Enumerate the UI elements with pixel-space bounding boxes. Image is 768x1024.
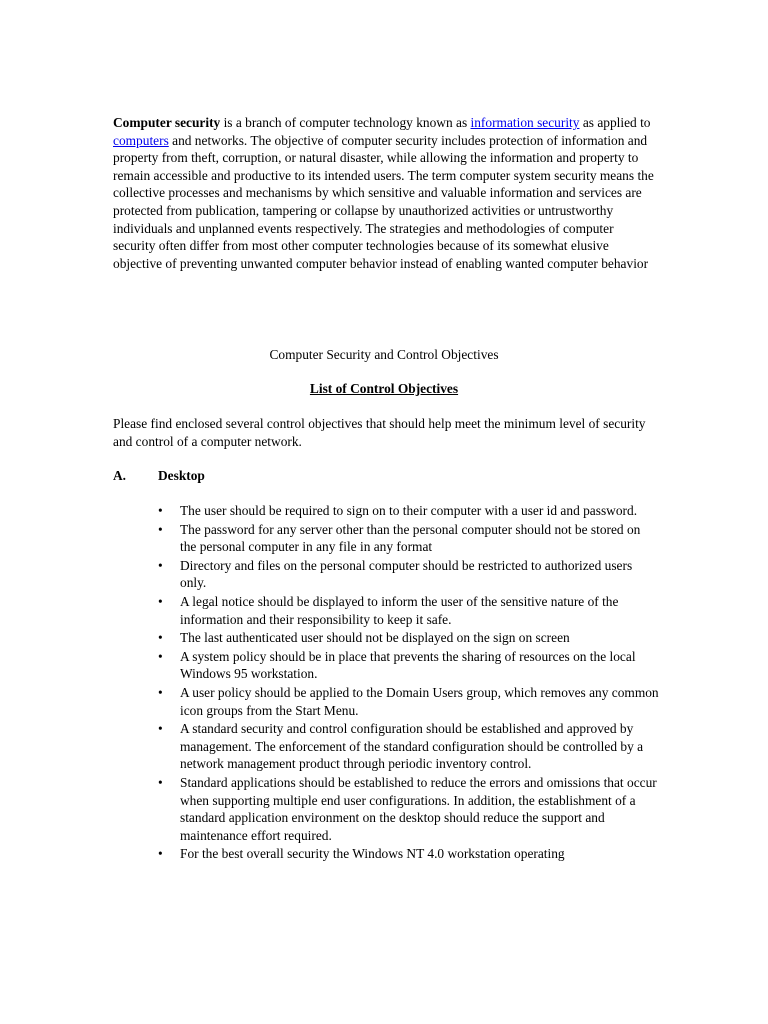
list-item — [158, 557, 660, 592]
list-item-text: A system policy should be in place that prevents the sharing of resources on the local Windows 95 workstation. — [180, 648, 636, 682]
list-item — [158, 648, 660, 683]
bullet-icon: • — [158, 721, 163, 737]
list-item-text: The user should be required to sign on to their computer with a user id and password. — [180, 503, 638, 518]
intro-paragraph — [113, 114, 659, 272]
list-item-text: A standard security and control configuration should be established and approved by management. The enforcement of the standard configuration should be controlled by a network management product through periodic inventory control. — [180, 721, 644, 772]
intro-bold-term: Computer security — [113, 115, 221, 130]
bullet-icon: • — [158, 648, 163, 664]
list-item — [158, 502, 660, 520]
control-objectives-list — [158, 502, 660, 864]
list-item — [158, 629, 660, 647]
enclosed-paragraph: Please find enclosed several control objectives that should help meet the minimum level of security and control of a computer network. — [113, 416, 646, 449]
document-heading: Computer Security and Control Objectives — [269, 347, 499, 362]
information-security-link[interactable]: information security — [470, 115, 580, 130]
list-item — [158, 720, 660, 773]
list-item-text: Directory and files on the personal computer should be restricted to authorized users only. — [180, 557, 633, 591]
bullet-icon: • — [158, 630, 163, 646]
intro-text-2: as applied to — [579, 115, 651, 130]
bullet-icon: • — [158, 846, 163, 862]
list-item-text: The password for any server other than the personal computer should not be stored on the personal computer in any file in any format — [180, 521, 641, 555]
list-item-text: For the best overall security the Windows NT 4.0 workstation operating — [180, 846, 565, 862]
list-item-text: A user policy should be applied to the Domain Users group, which removes any common icon groups from the Start Menu. — [180, 684, 659, 718]
list-item — [158, 593, 660, 628]
intro-text-1: is a branch of computer technology known as — [220, 115, 471, 130]
bullet-icon: • — [158, 684, 163, 700]
list-item-text: Standard applications should be established to reduce the errors and omissions that occur when supporting multiple end user configurations. In addition, the establishment of a standard application environment on the desktop should reduce the support and maintenance effort required. — [180, 774, 657, 843]
section-title: Desktop — [158, 468, 205, 483]
intro-text-3: and networks. The objective of computer security includes protection of information and property from theft, corruption, or natural disaster, while allowing the information and property to remain accessible and productive to its intended users. The term computer system security means the collective processes and mechanisms by which sensitive and valuable information and services are protected from publication, tampering or collapse by unauthorized activities or untrustworthy individuals and unplanned events respectively. The strategies and methodologies of computer security often differ from most other computer technologies because of its somewhat elusive objective of preventing unwanted computer behavior instead of enabling wanted computer behavior — [113, 132, 654, 271]
list-item-text: A legal notice should be displayed to inform the user of the sensitive nature of the information and their responsibility to keep it safe. — [180, 593, 619, 627]
list-item-text: The last authenticated user should not be displayed on the sign on screen — [180, 630, 570, 646]
list-item — [158, 845, 660, 863]
section-heading — [113, 467, 205, 485]
list-item — [158, 774, 660, 844]
bullet-icon: • — [158, 521, 163, 537]
section-letter: A. — [113, 468, 127, 483]
bullet-icon: • — [158, 557, 163, 573]
list-item — [158, 684, 660, 719]
computers-link[interactable]: computers — [113, 132, 169, 148]
bullet-icon: • — [158, 774, 163, 790]
list-item — [158, 521, 660, 556]
bullet-icon: • — [158, 503, 163, 518]
bullet-icon: • — [158, 593, 163, 609]
list-title: List of Control Objectives — [309, 381, 459, 396]
